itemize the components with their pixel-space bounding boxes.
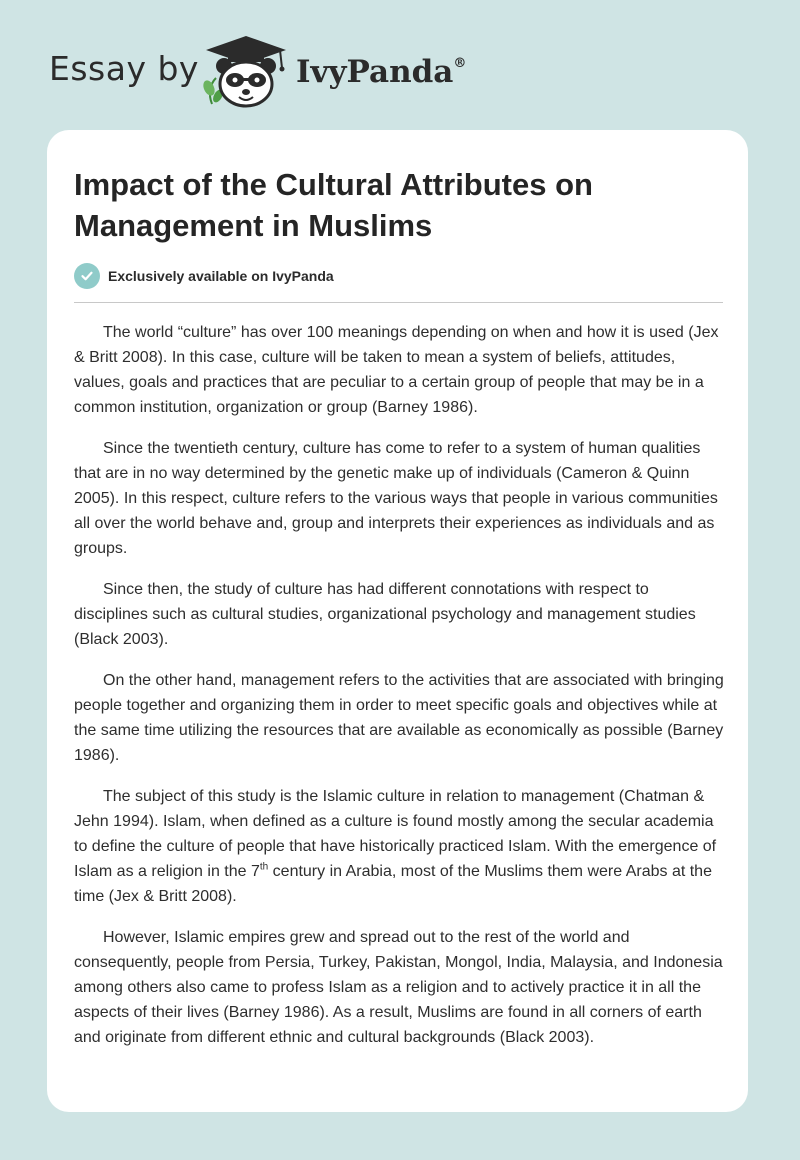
check-circle-icon xyxy=(74,263,100,289)
badge-label: Exclusively available on IvyPanda xyxy=(108,268,334,284)
superscript: th xyxy=(259,861,269,873)
paragraph xyxy=(74,784,724,909)
brand-text: IvyPanda xyxy=(296,54,454,90)
article-card xyxy=(47,130,748,1112)
essay-by-label: Essay by xyxy=(49,49,199,88)
site-header xyxy=(0,0,800,120)
divider xyxy=(74,302,723,303)
exclusive-badge xyxy=(74,263,334,289)
paragraph: However, Islamic empires grew and spread out to the rest of the world and consequently, people from Persia, Turkey, Pakistan, Mongol, India, Malaysia, and Indonesia among others also came to profess Islam as a religion and to actively practice it in all the aspects of their lives (Barney 1986). As a result, Muslims are found in all corners of earth and originate from different ethnic and cultural backgrounds (Black 2003). xyxy=(74,929,723,1046)
paragraph: On the other hand, management refers to the activities that are associated with bringing people together and organizing them in order to meet specific goals and objectives while at the same time utilizing the resources that are available as economically as possible (Barney 1986). xyxy=(74,672,724,764)
page-title: Impact of the Cultural Attributes on Management in Muslims xyxy=(74,167,593,243)
paragraph-text: century in Arabia, most of the Muslims them were Arabs at the time (Jex & Britt 2008). xyxy=(74,863,712,905)
panda-logo-icon[interactable] xyxy=(198,34,294,110)
paragraph: The world “culture” has over 100 meanings depending on when and how it is used (Jex & Britt 2008). In this case, culture will be taken to mean a system of beliefs, attitudes, values, goals and practices that are peculiar to a certain group of people that may be in a common institution, organization or group (Barney 1986). xyxy=(74,324,719,416)
paragraph: Since then, the study of culture has had different connotations with respect to disciplines such as cultural studies, organizational psychology and management studies (Black 2003). xyxy=(74,581,696,648)
brand-name[interactable] xyxy=(296,54,466,90)
paragraph: Since the twentieth century, culture has come to refer to a system of human qualities that are in no way determined by the genetic make up of individuals (Cameron & Quinn 2005). In this respect, culture refers to the various ways that people in various communities all over the world behave and, group and interprets their experiences as individuals and as groups. xyxy=(74,440,718,557)
registered-mark: ® xyxy=(453,56,467,71)
paragraph-text: The subject of this study is the Islamic culture in relation to management (Chatman & Jehn 1994). Islam, when defined as a culture is found mostly among the secular academia to define the culture of people that have historically practiced Islam. With the emergence of Islam as a religion in the 7 xyxy=(74,788,717,880)
article-body xyxy=(74,320,724,1066)
